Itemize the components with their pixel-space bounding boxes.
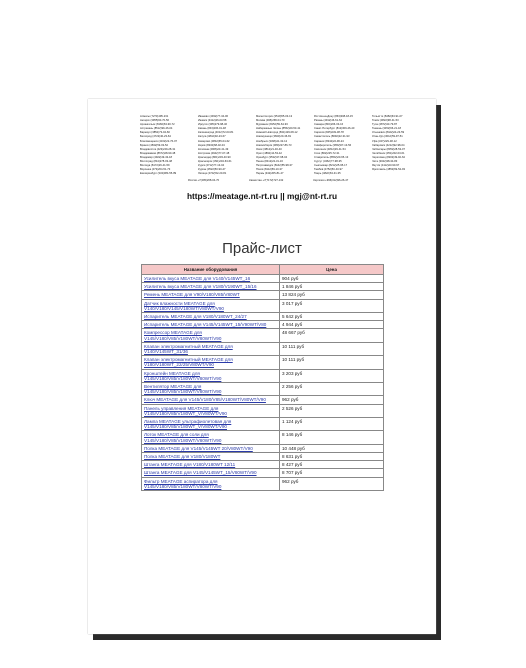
price-cell: 1 846 руб	[280, 283, 384, 291]
product-name-cell	[142, 396, 280, 404]
city-phone: Красноярск (391)204-63-61	[198, 160, 232, 164]
product-link[interactable]: Клапан электромагнитный MEATAGE для V140/V145WT_31/36	[144, 343, 233, 355]
city-phone: Пермь (342)205-81-47	[256, 172, 284, 176]
product-name-cell	[142, 418, 280, 431]
country-phone: Киргизия +996(312)96-26-47	[313, 179, 349, 182]
table-row	[142, 453, 384, 461]
city-phone: Владимир (4922)49-43-18	[140, 155, 173, 159]
product-link[interactable]: Кронштейн MEATAGE для V145/V180/V85/V180WT/V80WT/V90	[144, 370, 222, 381]
city-phone: Тверь (4822)63-31-35	[314, 172, 341, 176]
city-column	[256, 115, 318, 176]
price-cell: 962 руб	[280, 396, 384, 404]
city-phone: Калининград (4012)72-03-81	[198, 131, 234, 135]
product-name-cell	[142, 383, 280, 396]
table-row	[142, 275, 384, 283]
city-phone: Якутск (4112)23-90-97	[372, 164, 400, 168]
city-phone: Ростов-на-Дону (863)308-18-15	[314, 115, 353, 118]
product-name-cell	[142, 369, 280, 382]
city-phone: Череповец (8202)49-02-64	[372, 155, 405, 159]
city-phone: Сургут (3462)77-98-35	[314, 160, 342, 164]
city-phone: Тула (4872)33-79-87	[372, 123, 398, 127]
product-link[interactable]: Ключ MEATAGE для V145/V180/V85/V180WT/V80WT/V90	[144, 397, 266, 403]
city-phone: Хабаровск (4212)92-98-04	[372, 143, 405, 147]
city-phone: Тольятти (8482)63-91-07	[372, 115, 403, 118]
city-phone: Санкт-Петербург (812)309-46-40	[314, 127, 355, 131]
city-phone: Симферополь (3652)67-13-56	[314, 143, 352, 147]
product-link[interactable]: Усилитель вкуса MEATAGE для V140/V145WT_16	[144, 276, 251, 281]
city-phone: Улан-Удэ (3012)59-97-51	[372, 135, 403, 139]
city-phone: Кострома (4942)77-07-48	[198, 151, 230, 155]
product-name-cell	[142, 469, 280, 477]
table-row	[142, 469, 384, 477]
product-link[interactable]: Полка MEATAGE для V145/V145WT 20/V80WT/V90	[144, 445, 253, 451]
city-phone: Мурманск (8152)59-64-93	[256, 123, 288, 127]
product-name-cell	[142, 356, 280, 369]
price-cell: 8 427 руб	[280, 461, 384, 469]
city-phone-list	[140, 115, 430, 177]
city-phone: Петрозаводск (8142)55-98-37	[256, 164, 293, 168]
product-link[interactable]: Штанга MEATAGE для V180/V180WT 12/11	[144, 462, 236, 468]
city-phone: Ставрополь (8652)20-65-13	[314, 155, 349, 159]
price-cell: 13 824 руб	[280, 291, 384, 299]
table-row	[142, 431, 384, 444]
price-cell: 962 руб	[280, 477, 384, 490]
city-phone: Набережные Челны (8552)20-53-41	[256, 127, 301, 131]
product-link[interactable]: Испаритель MEATAGE для V145/V145WT_15/V90WT/V80	[144, 322, 267, 328]
city-phone: Нижний Новгород (831)429-08-12	[256, 131, 298, 135]
city-phone: Сочи (862)225-72-31	[314, 151, 340, 155]
product-link[interactable]: Датчик влажности MEATAGE для V140/V180/V145/V180WT/V80WT/V90	[144, 300, 224, 311]
city-phone: Ангарск (3955)60-70-56	[140, 119, 169, 123]
city-phone: Брянск (4832)59-03-52	[140, 143, 168, 147]
price-cell: 1 124 руб	[280, 418, 384, 431]
document-page	[88, 99, 436, 634]
price-cell: 904 руб	[280, 275, 384, 283]
table-row	[142, 404, 384, 417]
city-phone: Ульяновск (8422)24-23-59	[372, 131, 405, 135]
price-cell: 3 017 руб	[280, 299, 384, 312]
city-column	[314, 115, 376, 176]
city-phone: Киров (8332)68-02-04	[198, 143, 225, 147]
country-phone: Россия +7(495)268-04-70	[188, 179, 220, 182]
table-row	[142, 342, 384, 355]
product-name-cell	[142, 477, 280, 490]
product-name-cell	[142, 453, 280, 461]
product-name-cell	[142, 444, 280, 452]
city-phone: Ижевск (3412)26-03-58	[198, 119, 227, 123]
city-phone: Казань (843)206-01-48	[198, 127, 226, 131]
price-cell: 10 111 руб	[280, 342, 384, 355]
city-phone: Благовещенск (4162)22-76-07	[140, 139, 178, 143]
product-link[interactable]: Лоток MEATAGE для соли для V145/V180/V85/V180WT/V80WT/V90	[144, 432, 222, 443]
city-phone: Магнитогорск (3519)55-03-13	[256, 115, 293, 118]
table-row	[142, 369, 384, 382]
table-header-row	[142, 265, 384, 275]
city-phone: Астрахань (8512)99-46-04	[140, 127, 173, 131]
product-link[interactable]: Панель управления MEATAGE для V145/V180/V85/V180WT_V/V80WT/V90	[144, 405, 227, 416]
column-header-name: Название оборудования	[142, 265, 280, 275]
price-cell: 4 944 руб	[280, 321, 384, 329]
table-row	[142, 299, 384, 312]
city-phone: Томск (3822)98-41-53	[372, 119, 399, 123]
column-header-price: Цена	[280, 265, 384, 275]
city-phone: Владивосток (423)249-28-31	[140, 147, 176, 151]
city-phone: Курск (4712)77-13-04	[198, 164, 225, 168]
city-phone: Белгород (4722)40-23-64	[140, 135, 171, 139]
city-phone: Архангельск (8182)63-90-72	[140, 123, 175, 127]
city-phone: Саранск (8342)22-96-24	[314, 139, 344, 143]
price-cell: 3 203 руб	[280, 369, 384, 382]
city-phone: Алматы (7273)495-231	[140, 115, 169, 118]
city-phone: Омск (3812)21-46-40	[256, 147, 282, 151]
product-link[interactable]: Испаритель MEATAGE для V180/V180WT_24/27	[144, 314, 247, 320]
product-link[interactable]: Компрессор MEATAGE для V145/V180/V85/V180WT/V80WT/V90	[144, 330, 222, 341]
product-name-cell	[142, 299, 280, 312]
product-name-cell	[142, 275, 280, 283]
table-row	[142, 383, 384, 396]
price-cell: 48 667 руб	[280, 329, 384, 342]
product-link[interactable]: Ремень MEATAGE для V90/V180/V85/V80WT	[144, 292, 240, 298]
product-link[interactable]: Усилитель вкуса MEATAGE для V180/V190WT_15/16	[144, 284, 257, 290]
city-phone: Курган (3522)50-90-47	[198, 168, 226, 172]
table-row	[142, 418, 384, 431]
product-link[interactable]: Фильтр MEATAGE аспиратора для V145/V180/V85/V180WT/V80WT/V90	[144, 478, 222, 489]
product-link[interactable]: Полка MEATAGE для V180/V180WT	[144, 454, 221, 460]
city-phone: Ярославль (4852)69-52-93	[372, 168, 405, 172]
product-link[interactable]: Лампа MEATAGE ультрафиолетовая для V145/V180/V85/V180WT_V/V80WT/V90	[144, 419, 232, 430]
city-phone: Новосибирск (383)227-86-73	[256, 143, 292, 147]
table-row	[142, 444, 384, 452]
product-link[interactable]: Штанга MEATAGE для V145/V145WT_15/V80WT/V90	[144, 470, 257, 476]
table-row	[142, 329, 384, 342]
price-cell: 10 111 руб	[280, 356, 384, 369]
product-name-cell	[142, 321, 280, 329]
product-name-cell	[142, 461, 280, 469]
city-phone: Москва (495)268-04-70	[256, 119, 285, 123]
city-phone: Уфа (347)229-48-12	[372, 139, 397, 143]
city-phone: Липецк (4742)52-20-81	[198, 172, 227, 176]
city-phone: Севастополь (8692)22-31-93	[314, 135, 350, 139]
city-phone: Оренбург (3532)37-68-04	[256, 155, 288, 159]
product-name-cell	[142, 329, 280, 342]
city-phone: Иркутск (395)279-98-46	[198, 123, 227, 127]
city-phone: Рязань (4912)46-61-64	[314, 119, 343, 123]
price-cell: 8 707 руб	[280, 469, 384, 477]
city-phone: Воронеж (473)204-51-73	[140, 168, 171, 172]
price-cell: 8 631 руб	[280, 453, 384, 461]
table-row	[142, 291, 384, 299]
city-phone: Волгоград (844)278-03-48	[140, 160, 173, 164]
product-name-cell	[142, 404, 280, 417]
price-cell: 10 448 руб	[280, 444, 384, 452]
city-phone: Саратов (845)249-38-78	[314, 131, 344, 135]
city-phone: Орел (4862)44-53-42	[256, 151, 282, 155]
city-phone: Чита (3022)38-34-83	[372, 160, 398, 164]
table-row	[142, 356, 384, 369]
product-name-cell	[142, 431, 280, 444]
product-name-cell	[142, 313, 280, 321]
city-phone: Чебоксары (8352)28-53-07	[372, 147, 406, 151]
city-phone: Иваново (4932)77-34-06	[198, 115, 228, 118]
city-column	[198, 115, 260, 176]
product-link[interactable]: Клапан электромагнитный MEATAGE для V180/V180WT_22/25/V80WT/V90	[144, 357, 233, 368]
city-phone: Ноябрьск (3496)41-32-12	[256, 139, 288, 143]
city-phone: Самара (846)206-03-16	[314, 123, 344, 127]
country-phones	[188, 179, 378, 182]
city-column	[140, 115, 202, 176]
product-name-cell	[142, 342, 280, 355]
price-cell: 8 146 руб	[280, 431, 384, 444]
city-phone: Краснодар (861)203-40-90	[198, 155, 231, 159]
table-row	[142, 321, 384, 329]
city-phone: Владикавказ (8672)28-90-48	[140, 151, 176, 155]
table-row	[142, 461, 384, 469]
city-phone: Коломна (4966)23-41-49	[198, 147, 229, 151]
city-phone: Смоленск (4812)29-41-54	[314, 147, 346, 151]
price-cell: 5 642 руб	[280, 313, 384, 321]
page-title: Прайс-лист	[222, 240, 302, 257]
table-row	[142, 313, 384, 321]
city-phone: Тамбов (4752)50-40-97	[314, 168, 343, 172]
city-phone: Екатеринбург (343)384-55-89	[140, 172, 177, 176]
city-phone: Вологда (8172)26-41-59	[140, 164, 170, 168]
city-phone: Новокузнецк (3843)20-46-81	[256, 135, 292, 139]
price-cell: 2 256 руб	[280, 383, 384, 396]
city-phone: Псков (8112)59-10-37	[256, 168, 283, 172]
city-phone: Сыктывкар (8212)25-95-17	[314, 164, 348, 168]
table-row	[142, 396, 384, 404]
price-table	[141, 264, 384, 491]
table-row	[142, 283, 384, 291]
product-link[interactable]: Вентилятор MEATAGE для V145/V180/V85/V180WT/V80WT/V90	[144, 384, 222, 395]
table-row	[142, 477, 384, 490]
city-phone: Тюмень (3452)66-21-18	[372, 127, 402, 131]
city-phone: Пенза (8412)22-31-16	[256, 160, 283, 164]
city-column	[372, 115, 434, 172]
contact-line: https://meatage.nt-rt.ru || mgj@nt-rt.ru	[186, 191, 338, 201]
city-phone: Челябинск (351)202-03-61	[372, 151, 405, 155]
city-phone: Барнаул (3852)73-04-60	[140, 131, 170, 135]
product-name-cell	[142, 283, 280, 291]
city-phone: Кемерово (3842)65-04-62	[198, 139, 230, 143]
product-name-cell	[142, 291, 280, 299]
city-phone: Калуга (4842)92-23-67	[198, 135, 226, 139]
price-cell: 2 526 руб	[280, 404, 384, 417]
country-phone: Казахстан +7(7172)727-132	[249, 179, 284, 182]
